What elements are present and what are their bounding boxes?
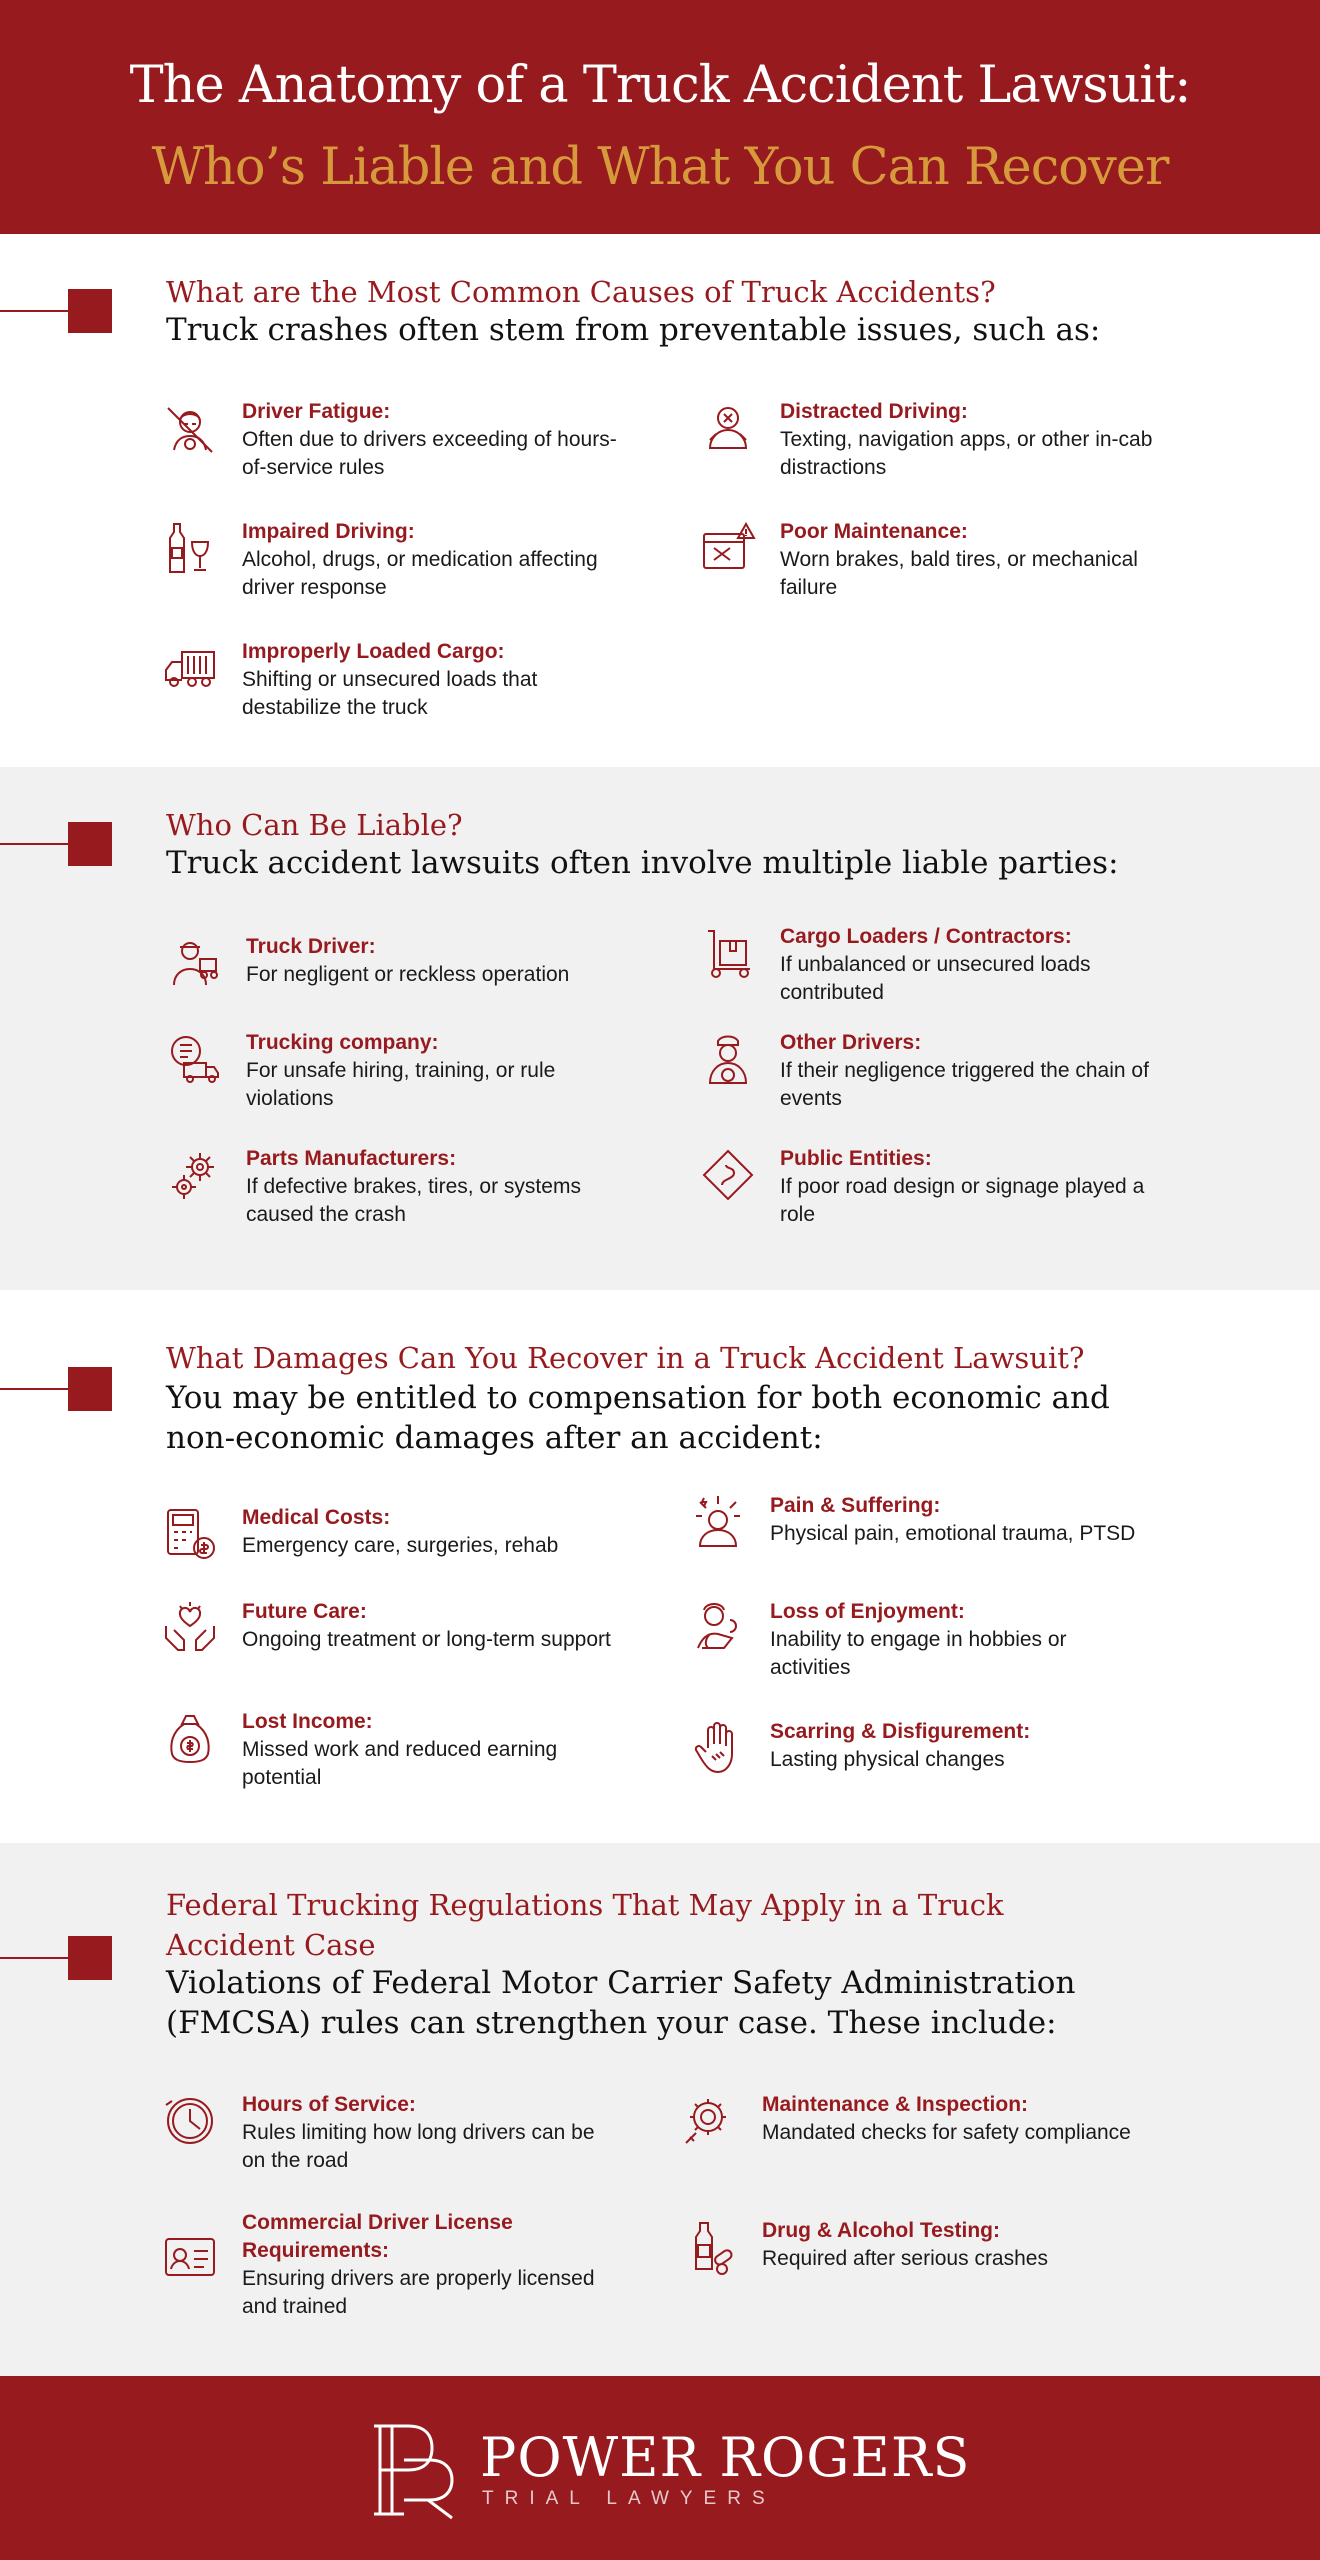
list-item: [690, 1492, 1150, 1550]
item-description: Physical pain, emotional trauma, PTSD: [770, 1522, 1136, 1545]
section-marker-square: [68, 1936, 112, 1980]
item-description: If defective brakes, tires, or systems caused the crash: [246, 1175, 581, 1226]
item-description: If poor road design or signage played a role: [780, 1175, 1145, 1226]
item-label: Truck Driver:: [246, 935, 376, 958]
item-label: Maintenance & Inspection:: [762, 2093, 1029, 2116]
list-item: [162, 2091, 622, 2175]
item-label: Pain & Suffering:: [770, 1494, 941, 1517]
section-subtitle-line-1: You may be entitled to compensation for both economic and: [166, 1380, 1110, 1416]
item-description: Often due to drivers exceeding of hours-of-service rules: [242, 428, 617, 479]
section-damages: [0, 1290, 1320, 1843]
list-item: [700, 1145, 1160, 1229]
money-bag-icon: [162, 1710, 218, 1766]
bottle-pills-icon: [682, 2219, 738, 2275]
tired-driver-icon: [162, 400, 218, 456]
list-item: [162, 398, 622, 482]
sad-person-icon: [690, 1600, 746, 1656]
item-label: Loss of Enjoyment:: [770, 1600, 965, 1623]
section-marker-square: [68, 822, 112, 866]
list-item: [682, 2091, 1142, 2149]
item-description: Lasting physical changes: [770, 1748, 1005, 1771]
item-label: Drug & Alcohol Testing:: [762, 2219, 1000, 2242]
item-description: If their negligence triggered the chain of events: [780, 1059, 1149, 1110]
truck-driver-icon: [166, 935, 222, 991]
list-item: [162, 638, 622, 722]
item-description: Emergency care, surgeries, rehab: [242, 1534, 559, 1557]
item-label: Medical Costs:: [242, 1506, 391, 1529]
header-banner: [0, 0, 1320, 234]
pr-monogram-logo: [370, 2420, 466, 2520]
section-subtitle: Truck accident lawsuits often involve multiple liable parties:: [166, 845, 1119, 881]
scarred-hand-icon: [690, 1720, 746, 1776]
calculator-icon: [162, 1506, 218, 1562]
item-description: Missed work and reduced earning potential: [242, 1738, 558, 1789]
section-title: What Damages Can You Recover in a Truck Accident Lawsuit?: [166, 1341, 1085, 1375]
item-label: Improperly Loaded Cargo:: [242, 640, 505, 663]
section-subtitle-line-2: non-economic damages after an accident:: [166, 1420, 823, 1456]
item-label: Other Drivers:: [780, 1031, 922, 1054]
footer-banner: [0, 2376, 1320, 2560]
section-liable: [0, 767, 1320, 1290]
list-item: [166, 1029, 626, 1113]
cargo-truck-icon: [162, 640, 218, 696]
clock-icon: [162, 2093, 218, 2149]
list-item: [162, 1504, 622, 1562]
list-item: [166, 1145, 626, 1229]
section-causes: [0, 234, 1320, 767]
list-item: [682, 2217, 1142, 2275]
list-item: [700, 398, 1160, 482]
item-description: Alcohol, drugs, or medication affecting driver response: [242, 548, 598, 599]
item-label: Hours of Service:: [242, 2093, 416, 2116]
item-description: Required after serious crashes: [762, 2247, 1048, 2270]
item-label: Future Care:: [242, 1600, 367, 1623]
section-marker-line: [0, 1388, 70, 1390]
section-marker-square: [68, 289, 112, 333]
list-item: [162, 2209, 622, 2321]
list-item: [166, 933, 626, 991]
item-description: Worn brakes, bald tires, or mechanical failure: [780, 548, 1138, 599]
title-line-1: The Anatomy of a Truck Accident Lawsuit:: [129, 56, 1191, 115]
maintenance-warning-icon: [700, 520, 756, 576]
distracted-driver-icon: [700, 400, 756, 456]
item-label: Scarring & Disfigurement:: [770, 1720, 1031, 1743]
item-label: Impaired Driving:: [242, 520, 415, 543]
item-description: For negligent or reckless operation: [246, 963, 570, 986]
item-description: If unbalanced or unsecured loads contributed: [780, 953, 1091, 1004]
section-subtitle-line-2: (FMCSA) rules can strengthen your case. These include:: [166, 2005, 1057, 2041]
hand-truck-icon: [700, 925, 756, 981]
list-item: [700, 1029, 1160, 1113]
section-regulations: [0, 1843, 1320, 2376]
list-item: [690, 1718, 1150, 1776]
brand-name: POWER ROGERS: [480, 2426, 971, 2489]
item-label: Driver Fatigue:: [242, 400, 391, 423]
item-description: For unsafe hiring, training, or rule violations: [246, 1059, 556, 1110]
list-item: [162, 1598, 622, 1656]
inspection-gear-icon: [682, 2093, 738, 2149]
care-hands-icon: [162, 1600, 218, 1656]
item-label: Trucking company:: [246, 1031, 439, 1054]
other-driver-icon: [700, 1031, 756, 1087]
section-marker-line: [0, 310, 70, 312]
item-label: Commercial Driver License Requirements:: [242, 2211, 513, 2262]
item-label: Distracted Driving:: [780, 400, 968, 423]
title-line-2: Who’s Liable and What You Can Recover: [151, 138, 1169, 197]
item-description: Ongoing treatment or long-term support: [242, 1628, 611, 1651]
section-title: What are the Most Common Causes of Truck Accidents?: [166, 275, 996, 309]
item-description: Rules limiting how long drivers can be on the road: [242, 2121, 595, 2172]
list-item: [690, 1598, 1150, 1682]
section-title-line-1: Federal Trucking Regulations That May Apply in a Truck: [166, 1888, 1004, 1922]
item-label: Lost Income:: [242, 1710, 373, 1733]
section-subtitle: Truck crashes often stem from preventable issues, such as:: [166, 312, 1101, 348]
item-label: Parts Manufacturers:: [246, 1147, 457, 1170]
list-item: [700, 518, 1160, 602]
section-subtitle-line-1: Violations of Federal Motor Carrier Safety Administration: [166, 1965, 1076, 2001]
item-description: Shifting or unsecured loads that destabilize the truck: [242, 668, 538, 719]
item-description: Mandated checks for safety compliance: [762, 2121, 1131, 2144]
section-title: Who Can Be Liable?: [166, 808, 463, 842]
section-marker-line: [0, 1957, 70, 1959]
item-label: Cargo Loaders / Contractors:: [780, 925, 1072, 948]
list-item: [700, 923, 1160, 1007]
license-card-icon: [162, 2229, 218, 2285]
brand-tagline: TRIAL LAWYERS: [482, 2488, 776, 2509]
list-item: [162, 1708, 622, 1792]
pain-icon: [690, 1494, 746, 1550]
page-title: [0, 0, 1320, 209]
item-description: Inability to engage in hobbies or activities: [770, 1628, 1067, 1679]
list-item: [162, 518, 622, 602]
item-description: Texting, navigation apps, or other in-cab distractions: [780, 428, 1153, 479]
gears-icon: [166, 1147, 222, 1203]
item-description: Ensuring drivers are properly licensed and trained: [242, 2267, 595, 2318]
item-label: Public Entities:: [780, 1147, 932, 1170]
road-sign-icon: [700, 1147, 756, 1203]
trucking-company-icon: [166, 1031, 222, 1087]
item-label: Poor Maintenance:: [780, 520, 968, 543]
section-marker-square: [68, 1367, 112, 1411]
alcohol-icon: [162, 520, 218, 576]
section-title-line-2: Accident Case: [166, 1928, 376, 1962]
section-marker-line: [0, 843, 70, 845]
